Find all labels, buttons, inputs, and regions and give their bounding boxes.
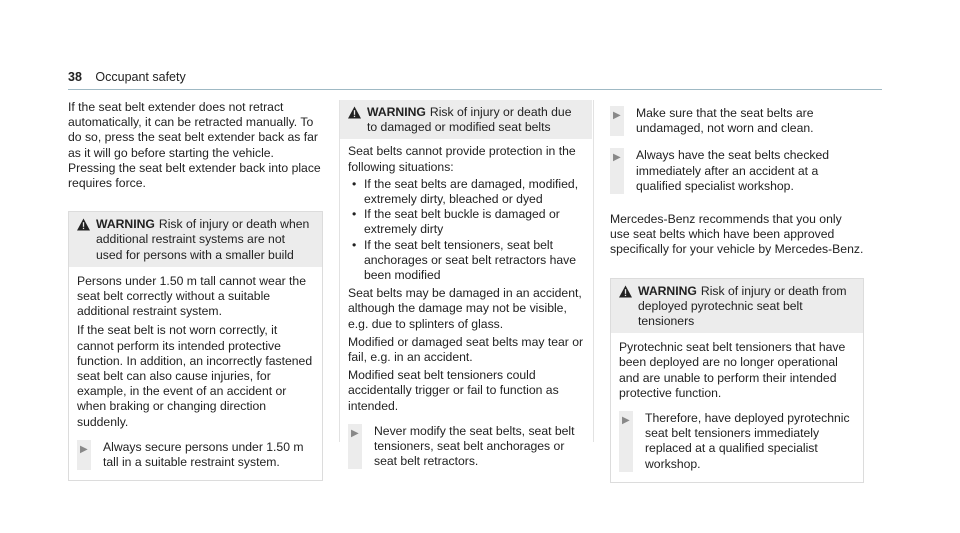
play-arrow-icon: ▶ <box>80 443 88 455</box>
warning-para: Pyrotechnic seat belt tensioners that have been deployed are no longer operational and are unable to perform their intended protective function. <box>619 340 846 400</box>
warning-label: WARNING <box>96 217 155 232</box>
warning-para: Modified or damaged seat belts may tear or fail, e.g. in an accident. <box>348 334 584 365</box>
warning-header <box>340 100 592 139</box>
warning-box-restraint <box>68 211 323 481</box>
page-header <box>68 70 186 84</box>
column-3 <box>610 100 864 483</box>
step-text: Always have the seat belts checked immediately after an accident at a qualified specialist workshop. <box>636 148 830 193</box>
warning-header <box>611 279 863 334</box>
step-bar <box>77 440 91 470</box>
section-title: Occupant safety <box>95 70 186 84</box>
action-step <box>619 411 855 472</box>
column-divider <box>593 100 594 442</box>
warning-title: Risk of injury or death from deployed pyrotechnic seat belt tensioners <box>638 283 847 329</box>
column-1 <box>68 100 323 481</box>
warning-body <box>611 333 863 482</box>
warning-header <box>69 212 322 267</box>
extender-intro: If the seat belt extender does not retract automatically, it can be retracted manually. To do so, press the seat belt extender back as far as it will go before starting the vehicle. Pressing the seat belt extender back into place requires force. <box>68 100 321 191</box>
warning-para: If the seat belt is not worn correctly, it cannot perform its intended protective function. In addition, an incorrectly fastened seat belt can also cause injuries, for example, in the event of an accident or when braking or changing direction suddenly. <box>77 323 313 429</box>
action-step <box>77 440 314 470</box>
play-arrow-icon: ▶ <box>622 415 630 427</box>
warning-triangle-icon <box>77 218 90 231</box>
list-item: • If the seat belts are damaged, modified, extremely dirty, bleached or dyed <box>348 177 584 207</box>
warning-title: Risk of injury or death when additional restraint systems are not used for persons with a smaller build <box>96 217 310 262</box>
warning-body <box>69 267 322 480</box>
play-arrow-icon: ▶ <box>613 110 621 121</box>
header-rule <box>68 89 882 90</box>
column-2 <box>340 100 592 479</box>
warning-triangle-icon <box>619 285 632 298</box>
recommendation-text: Mercedes-Benz recommends that you only use seat belts which have been approved specifically for your vehicle by Mercedes-Benz. <box>610 212 864 257</box>
action-step <box>348 424 584 470</box>
action-step <box>610 148 864 194</box>
situation-list <box>348 177 584 283</box>
warning-label: WARNING <box>367 105 426 119</box>
warning-title: Risk of injury or death due to damaged or modified seat belts <box>367 105 572 135</box>
warning-triangle-icon <box>348 106 361 119</box>
warning-para: Persons under 1.50 m tall cannot wear the seat belt correctly without a suitable additional restraint system. <box>77 273 306 319</box>
step-text: Therefore, have deployed pyrotechnic seat belt tensioners immediately replaced at a qualified specialist workshop. <box>645 411 850 471</box>
play-arrow-icon: ▶ <box>351 427 359 439</box>
warning-para: Seat belts may be damaged in an accident, although the damage may not be visible, e.g. due to splinters of glass. <box>348 286 582 331</box>
step-text: Make sure that the seat belts are undamaged, not worn and clean. <box>636 106 814 136</box>
warning-body <box>340 139 592 479</box>
warning-para: Modified seat belt tensioners could accidentally trigger or fail to function as intended. <box>348 368 559 413</box>
page-number: 38 <box>68 70 82 84</box>
step-bar <box>348 424 362 470</box>
list-item: • If the seat belt tensioners, seat belt anchorages or seat belt retractors have been modified <box>348 238 584 284</box>
action-step <box>610 106 864 136</box>
step-bar <box>610 106 624 136</box>
step-text: Never modify the seat belts, seat belt tensioners, seat belt anchorages or seat belt retractors. <box>374 423 575 469</box>
step-bar <box>610 148 624 194</box>
step-bar <box>619 411 633 472</box>
warning-box-damaged <box>340 100 592 479</box>
play-arrow-icon: ▶ <box>613 152 621 164</box>
step-text: Always secure persons under 1.50 m tall in a suitable restraint system. <box>103 439 304 470</box>
warning-label: WARNING <box>638 283 697 298</box>
warning-box-pyrotechnic <box>610 278 864 483</box>
list-item: • If the seat belt buckle is damaged or extremely dirty <box>348 207 584 237</box>
warning-para: Seat belts cannot provide protection in the following situations: <box>348 144 576 174</box>
